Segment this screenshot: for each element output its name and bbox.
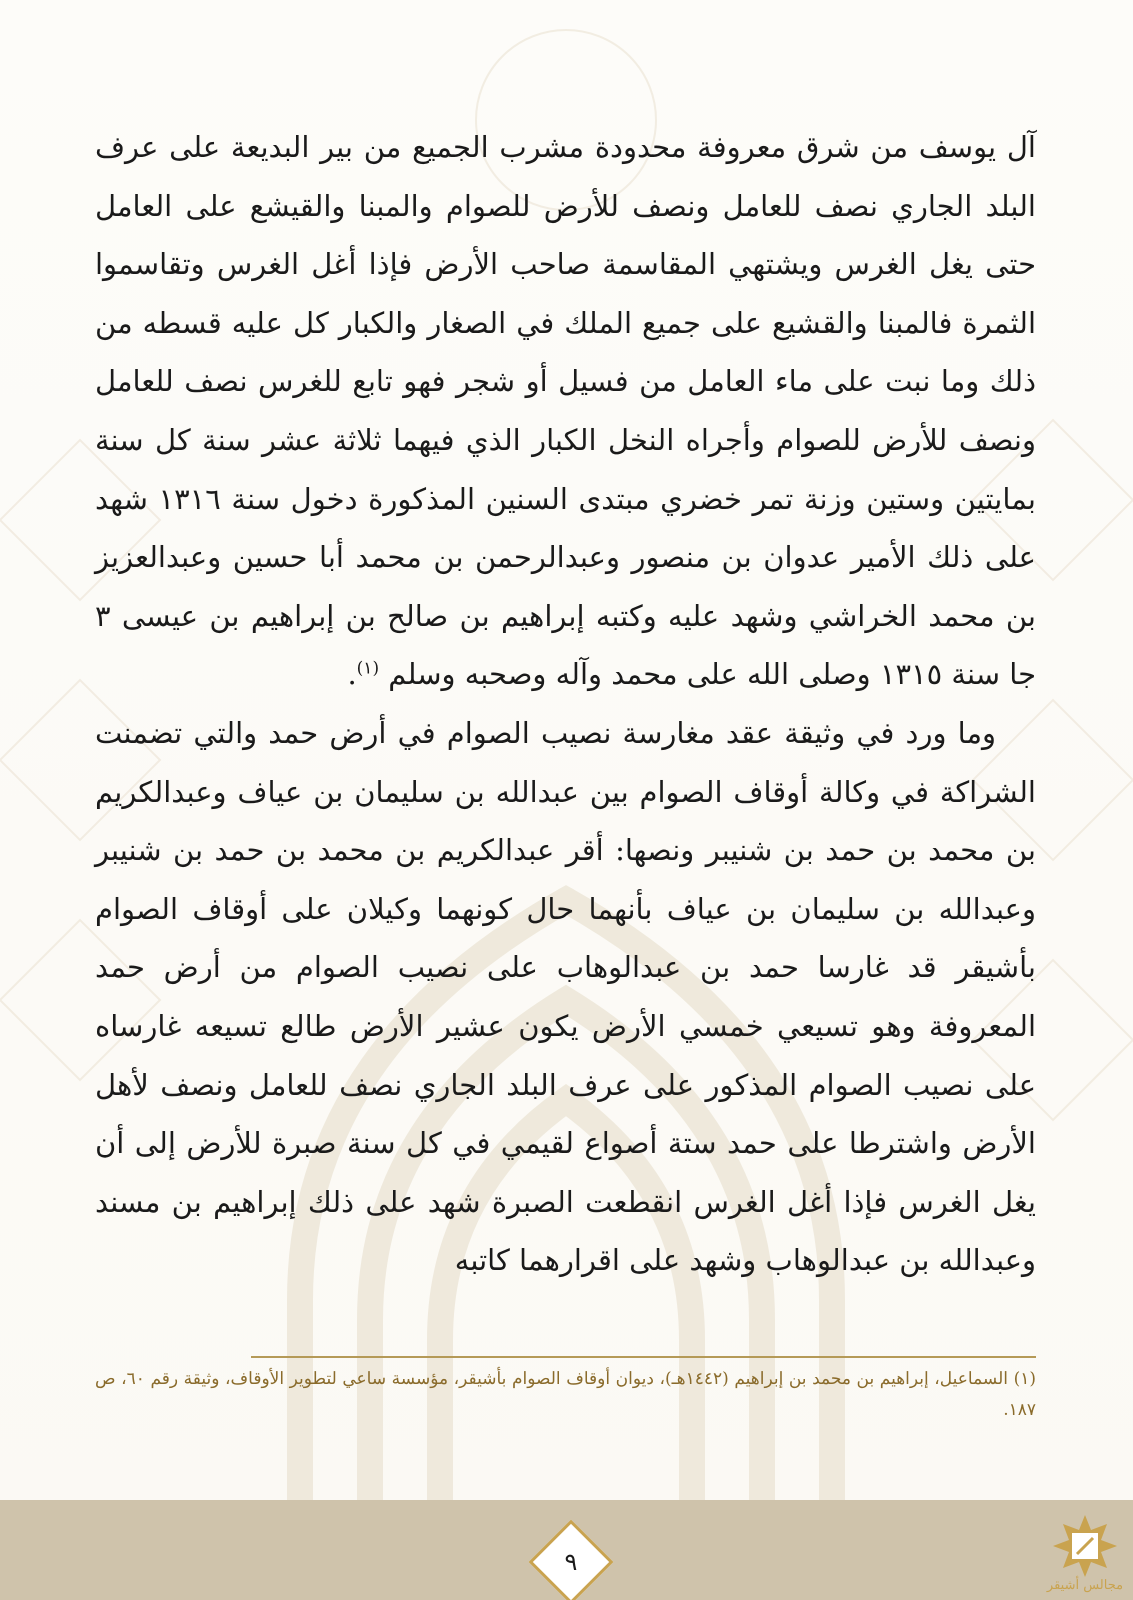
paragraph-1-text: آل يوسف من شرق معروفة محدودة مشرب الجميع من بير البديعة على عرف البلد الجاري نصف للعامل ونصف للأرض للصوام والمبنا والقيشع على العامل حتى يغل الغرس ويشتهي المقاسمة صاحب الأرض فإذا أغل الغرس وتقاسموا الثمرة فالمبنا والقشيع على جميع الملك في الصغار والكبار كل عليه قسطه من ذلك وما نبت على ماء العامل من فسيل أو شجر فهو تابع للغرس نصف للعامل ونصف للأرض للصوام وأجراه النخل الكبار الذي فيهما ثلاثة عشر سنة كل سنة بمايتين وستين وزنة تمر خضري مبتدى السنين المذكورة دخول سنة ١٣١٦ شهد على ذلك الأمير عدوان بن منصور وعبدالرحمن بن محمد أبا حسين وعبدالعزيز بن محمد الخراشي وشهد عليه وكتبه إبراهيم بن صالح بن إبراهيم بن عيسى ٣ جا سنة ١٣١٥ وصلى الله على محمد وآله وصحبه وسلم xyxy=(95,130,1036,692)
sentence-end: . xyxy=(347,657,357,692)
footnote-divider xyxy=(251,1356,1036,1358)
page-number: ٩ xyxy=(564,1548,578,1576)
paragraph-1 xyxy=(95,118,1036,704)
watermark-text: مجالس أشيقر xyxy=(1046,1578,1124,1593)
footnote-reference[interactable]: (١) xyxy=(356,658,380,679)
paragraph-2: وما ورد في وثيقة عقد مغارسة نصيب الصوام في أرض حمد والتي تضمنت الشراكة في وكالة أوقاف الصوام بين عبدالله بن سليمان بن عياف وعبدالكريم بن محمد بن حمد بن شنيبر ونصها: أقر عبدالكريم بن محمد بن حمد بن شنيبر وعبدالله بن سليمان بن عياف بأنهما حال كونهما وكيلان على أوقاف الصوام بأشيقر قد غارسا حمد بن عبدالوهاب على نصيب الصوام من أرض حمد المعروفة وهو تسيعي خمسي الأرض يكون عشير الأرض طالع تسيعه غارساه على نصيب الصوام المذكور على عرف البلد الجاري نصف للعامل ونصف لأهل الأرض واشترطا على حمد ستة أصواع لقيمي في كل سنة صبرة للأرض إلى أن يغل الغرس فإذا أغل الغرس انقطعت الصبرة شهد على ذلك إبراهيم بن مسند وعبدالله بن عبدالوهاب وشهد على اقرارهما كاتبه xyxy=(95,715,1036,1278)
footnote: (١) السماعيل، إبراهيم بن محمد بن إبراهيم (١٤٤٢هـ)، ديوان أوقاف الصوام بأشيقر، مؤسسة ساعي لتطوير الأوقاف، وثيقة رقم ٦٠، ص ١٨٧. xyxy=(95,1369,1036,1420)
body-text xyxy=(95,118,1036,1290)
